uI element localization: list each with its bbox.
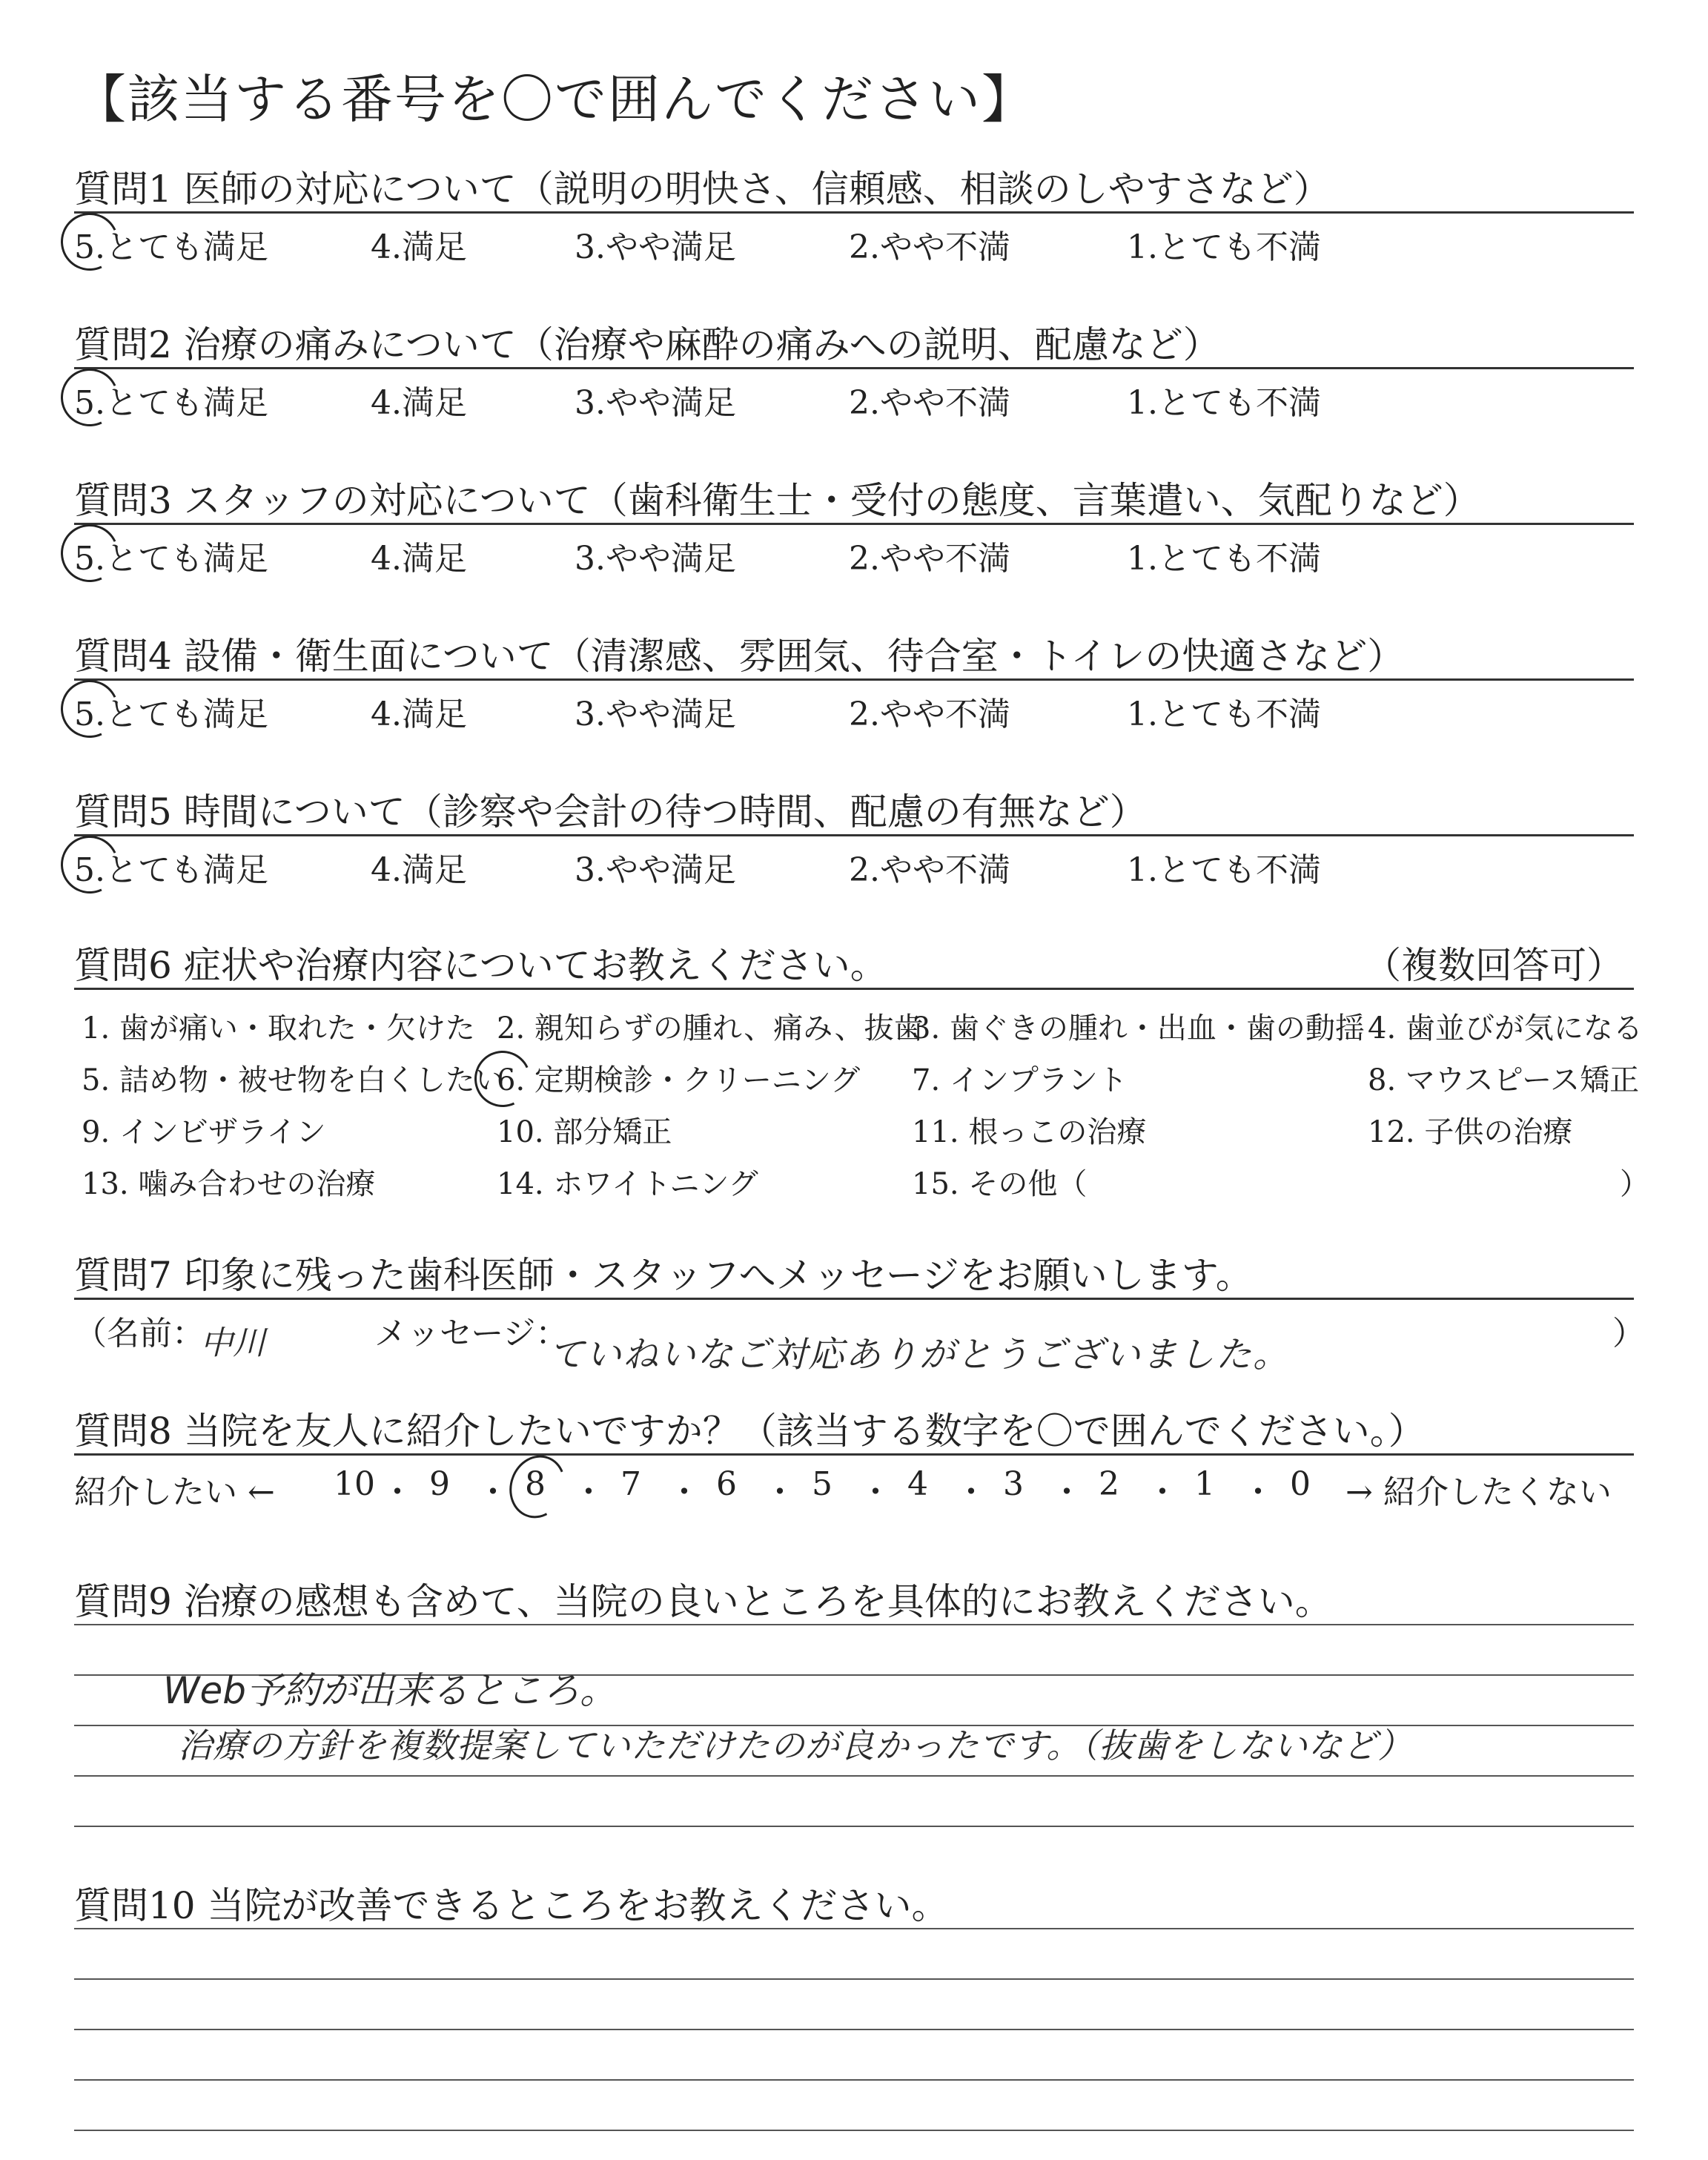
q8-scale-separator: ・: [764, 1473, 796, 1511]
q6-rule: [74, 988, 1634, 990]
q8-scale-separator: ・: [381, 1473, 414, 1511]
q8-rule: [74, 1453, 1634, 1456]
q8-scale-value[interactable]: 5: [812, 1465, 833, 1503]
q9-answer-line-2[interactable]: 治療の方針を複数提案していただけたのが良かったです。（抜歯をしないなど）: [178, 1725, 1413, 1766]
q9-answer-line-1[interactable]: Web予約が出来るところ。: [163, 1669, 617, 1712]
q6-note: （複数回答可）: [1364, 944, 1623, 987]
q6-option[interactable]: 6. 定期検診・クリーニング: [497, 1063, 861, 1097]
q1-option[interactable]: 1.とても不満: [1127, 228, 1321, 266]
q1-option[interactable]: 4.満足: [371, 228, 467, 266]
q10-line-5: [74, 2130, 1634, 2131]
q8-scale-separator: ・: [477, 1473, 509, 1511]
q7-name-value[interactable]: 中川: [200, 1324, 265, 1362]
q2-option[interactable]: 4.満足: [371, 384, 467, 422]
q6-other-close: ）: [1620, 1167, 1649, 1201]
form-title: 【該当する番号を〇で囲んでください】: [74, 69, 1035, 130]
q9-line-5: [74, 1826, 1634, 1827]
q6-option[interactable]: 5. 詰め物・被せ物を白くしたい: [82, 1063, 505, 1097]
q8-right-label: → 紹介したくない: [1345, 1473, 1612, 1511]
q1-rule: [74, 211, 1634, 214]
q10-line-1: [74, 1928, 1634, 1929]
q2-rule: [74, 367, 1634, 369]
q3-heading: 質問3 スタッフの対応について（歯科衛生士・受付の態度、言葉遣い、気配りなど）: [74, 479, 1480, 522]
q8-scale-value[interactable]: 1: [1194, 1465, 1215, 1503]
q8-left-label: 紹介したい ←: [74, 1473, 275, 1511]
q2-option[interactable]: 5.とても満足: [74, 384, 268, 422]
q4-option[interactable]: 4.満足: [371, 696, 467, 733]
q9-line-1: [74, 1624, 1634, 1625]
q10-heading: 質問10 当院が改善できるところをお教えください。: [74, 1884, 949, 1927]
q6-option[interactable]: 7. インプラント: [912, 1063, 1128, 1097]
q2-option[interactable]: 1.とても不満: [1127, 384, 1321, 422]
q9-heading: 質問9 治療の感想も含めて、当院の良いところを具体的にお教えください。: [74, 1580, 1332, 1623]
q8-scale-separator: ・: [1050, 1473, 1083, 1511]
q10-line-2: [74, 1978, 1634, 1980]
q6-option[interactable]: 1. 歯が痛い・取れた・欠けた: [82, 1011, 475, 1046]
q5-option[interactable]: 2.やや不満: [849, 851, 1010, 889]
q8-scale-value[interactable]: 2: [1099, 1465, 1119, 1503]
q6-option[interactable]: 11. 根っこの治療: [912, 1115, 1147, 1149]
q4-option[interactable]: 2.やや不満: [849, 696, 1010, 733]
q6-option[interactable]: 15. その他（: [912, 1167, 1088, 1201]
q7-close-paren: ）: [1612, 1315, 1645, 1353]
q6-option[interactable]: 2. 親知らずの腫れ、痛み、抜歯: [497, 1011, 924, 1046]
q3-option[interactable]: 3.やや満足: [575, 540, 736, 578]
q8-scale-value[interactable]: 4: [907, 1465, 928, 1503]
q10-line-3: [74, 2029, 1634, 2030]
q2-heading: 質問2 治療の痛みについて（治療や麻酔の痛みへの説明、配慮など）: [74, 323, 1220, 366]
q7-message-label: メッセージ：: [374, 1315, 569, 1353]
q3-option[interactable]: 2.やや不満: [849, 540, 1010, 578]
q1-option[interactable]: 2.やや不満: [849, 228, 1010, 266]
q5-heading: 質問5 時間について（診察や会計の待つ時間、配慮の有無など）: [74, 790, 1147, 833]
q4-option[interactable]: 3.やや満足: [575, 696, 736, 733]
q8-scale-separator: ・: [859, 1473, 892, 1511]
q7-heading: 質問7 印象に残った歯科医師・スタッフへメッセージをお願いします。: [74, 1254, 1253, 1297]
q2-option[interactable]: 2.やや不満: [849, 384, 1010, 422]
q2-option[interactable]: 3.やや満足: [575, 384, 736, 422]
q1-option[interactable]: 5.とても満足: [74, 228, 268, 266]
q7-rule: [74, 1298, 1634, 1300]
q3-option[interactable]: 5.とても満足: [74, 540, 268, 578]
q8-heading: 質問8 当院を友人に紹介したいですか？（該当する数字を〇で囲んでください。）: [74, 1410, 1426, 1453]
q5-option[interactable]: 3.やや満足: [575, 851, 736, 889]
q6-selection-circle: [466, 1043, 538, 1114]
q8-scale-value[interactable]: 10: [334, 1465, 375, 1503]
q6-option[interactable]: 9. インビザライン: [82, 1115, 326, 1149]
q6-heading: 質問6 症状や治療内容についてお教えください。: [74, 944, 887, 987]
q5-option[interactable]: 4.満足: [371, 851, 467, 889]
q4-rule: [74, 678, 1634, 681]
q9-line-4: [74, 1775, 1634, 1777]
q8-scale-separator: ・: [1146, 1473, 1179, 1511]
q7-name-label: （名前：: [74, 1315, 205, 1353]
q8-scale-value[interactable]: 3: [1003, 1465, 1024, 1503]
q1-option[interactable]: 3.やや満足: [575, 228, 736, 266]
q5-rule: [74, 834, 1634, 836]
q6-option[interactable]: 8. マウスピース矯正: [1368, 1063, 1640, 1097]
q6-option[interactable]: 14. ホワイトニング: [497, 1167, 758, 1201]
q8-scale-value[interactable]: 6: [716, 1465, 737, 1503]
q8-selection-circle: [501, 1447, 575, 1526]
q3-rule: [74, 523, 1634, 525]
q8-scale-value[interactable]: 0: [1290, 1465, 1311, 1503]
q8-scale-value[interactable]: 8: [525, 1465, 546, 1503]
q8-scale-value[interactable]: 7: [620, 1465, 641, 1503]
q3-option[interactable]: 4.満足: [371, 540, 467, 578]
q6-option[interactable]: 4. 歯並びが気になる: [1368, 1011, 1643, 1046]
q3-option[interactable]: 1.とても不満: [1127, 540, 1321, 578]
q8-scale-separator: ・: [1242, 1473, 1274, 1511]
q4-heading: 質問4 設備・衛生面について（清潔感、雰囲気、待合室・トイレの快適さなど）: [74, 635, 1405, 678]
q6-option[interactable]: 10. 部分矯正: [497, 1115, 672, 1149]
q7-message-value[interactable]: ていねいなご対応ありがとうございました。: [549, 1334, 1291, 1375]
q1-heading: 質問1 医師の対応について（説明の明快さ、信頼感、相談のしやすさなど）: [74, 168, 1331, 211]
q4-option[interactable]: 5.とても満足: [74, 696, 268, 733]
q8-scale-separator: ・: [572, 1473, 605, 1511]
q5-option[interactable]: 1.とても不満: [1127, 851, 1321, 889]
q6-option[interactable]: 12. 子供の治療: [1368, 1115, 1573, 1149]
q8-scale-separator: ・: [668, 1473, 701, 1511]
q8-scale-value[interactable]: 9: [429, 1465, 450, 1503]
q4-option[interactable]: 1.とても不満: [1127, 696, 1321, 733]
q6-option[interactable]: 13. 噛み合わせの治療: [82, 1167, 376, 1201]
q5-option[interactable]: 5.とても満足: [74, 851, 268, 889]
q6-option[interactable]: 3. 歯ぐきの腫れ・出血・歯の動揺: [912, 1011, 1365, 1046]
q10-line-4: [74, 2079, 1634, 2081]
q8-scale-separator: ・: [955, 1473, 987, 1511]
